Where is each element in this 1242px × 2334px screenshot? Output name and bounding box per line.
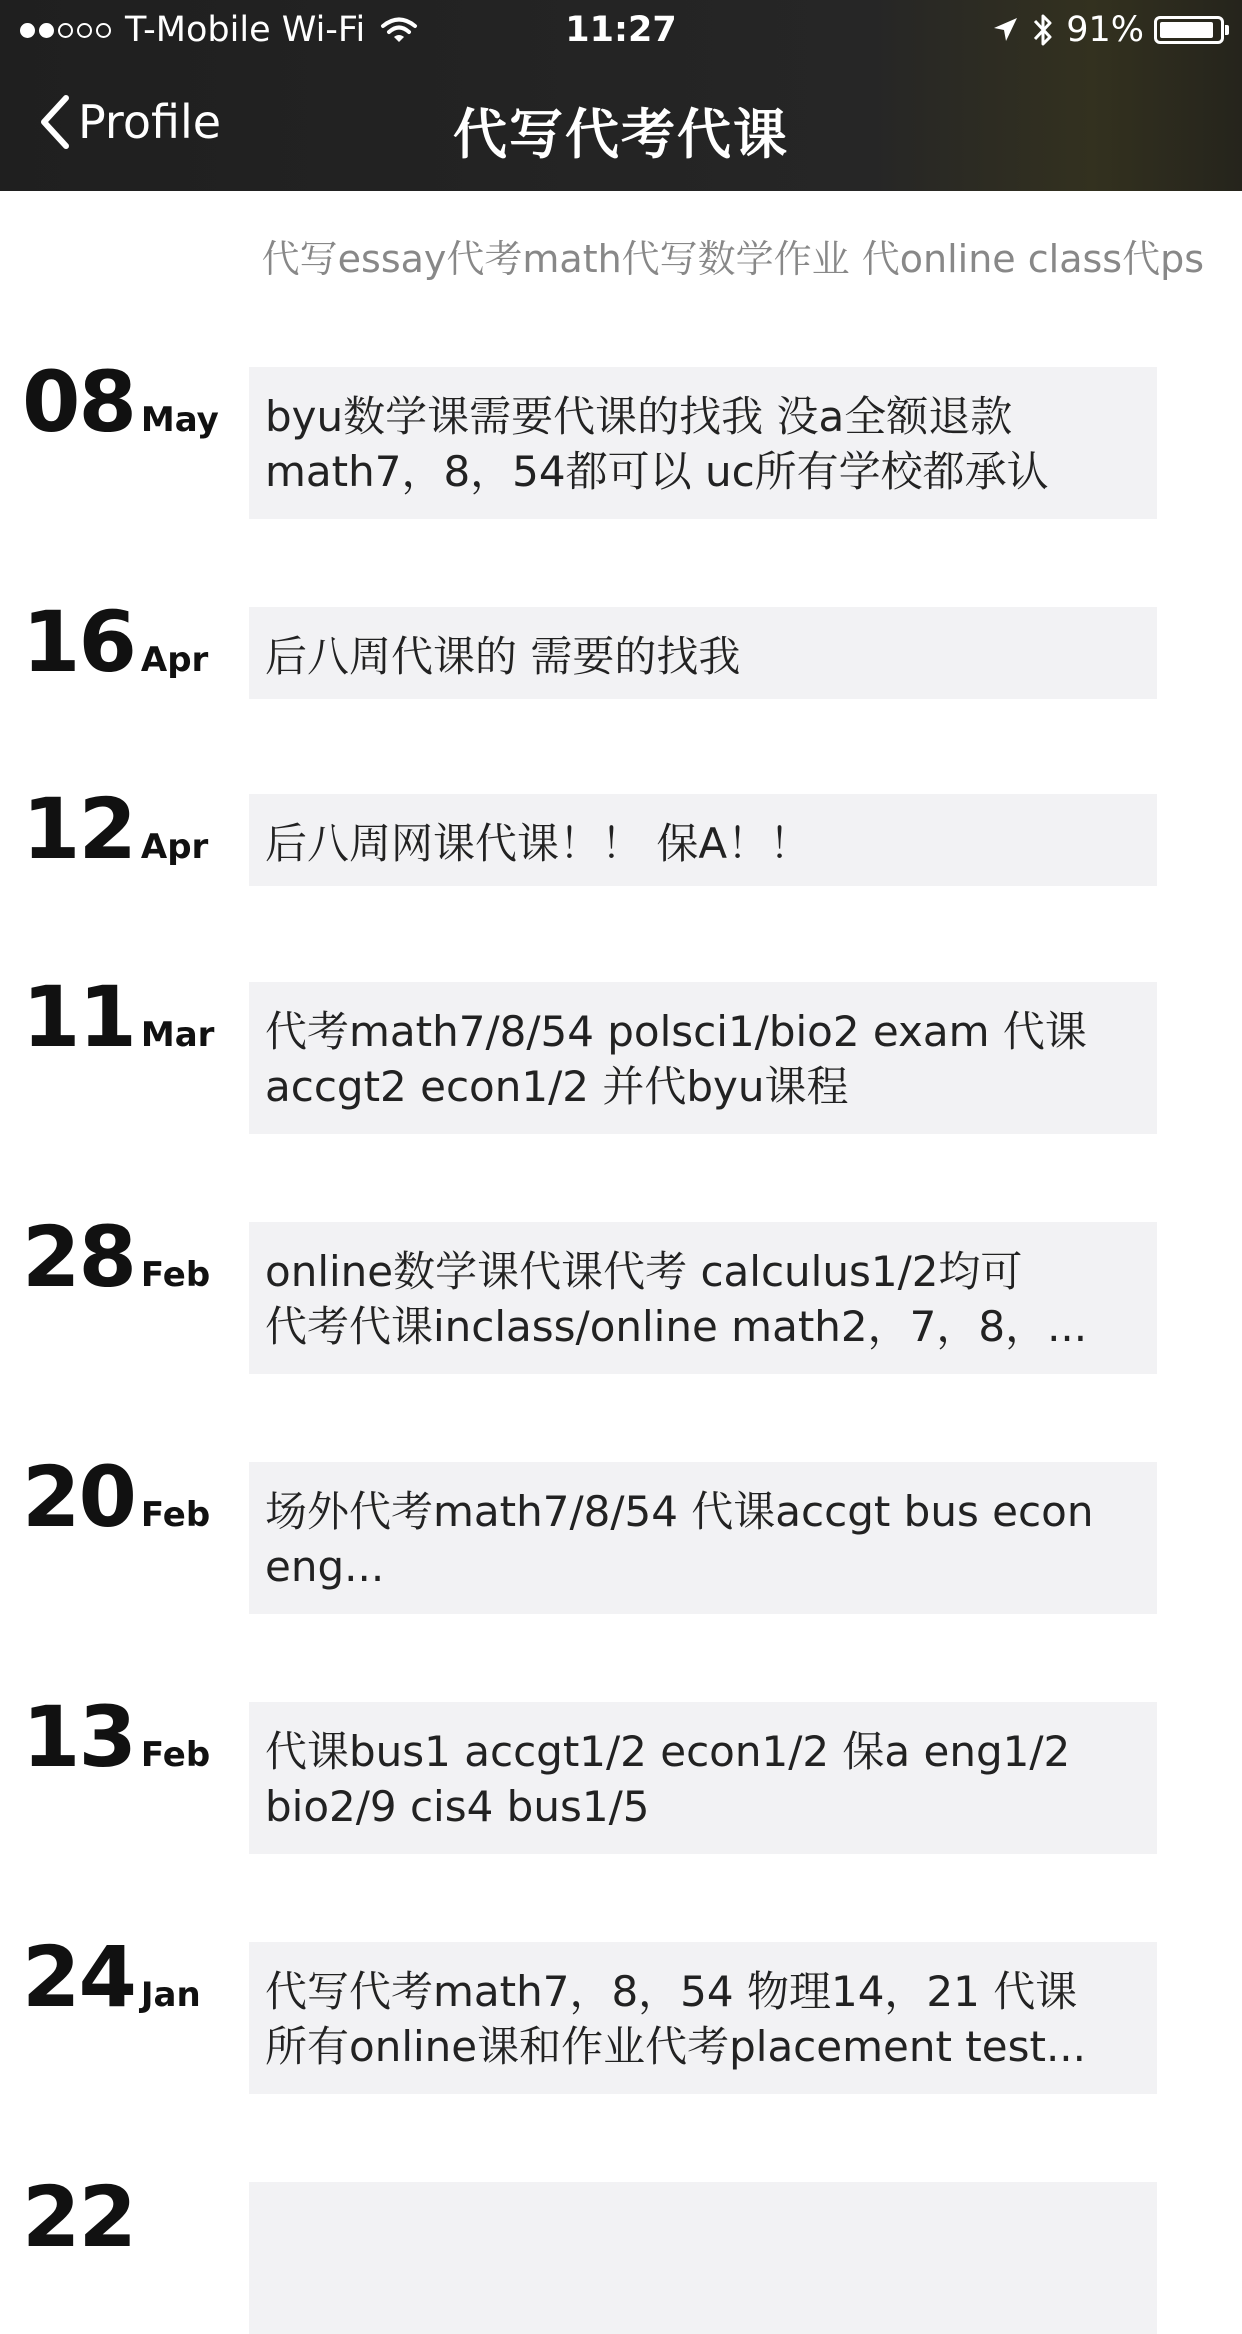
post-date [22,353,219,451]
post-date [22,1448,211,1546]
post-text-line: byu数学课需要代课的找我 没a全额退款 [265,392,1013,441]
post-day: 20 [22,1448,135,1546]
post-day: 28 [22,1208,135,1306]
post-month: Feb [140,1495,211,1535]
post-date [22,1688,211,1786]
battery-icon [1154,16,1224,44]
post-text-line: bio2/9 cis4 bus1/5 [265,1782,650,1831]
top-bar [0,0,1242,191]
post-date [22,1928,201,2026]
post-text-line: math7，8，54都可以 uc所有学校都承认 [265,447,1049,496]
post-text-line: 代考math7/8/54 polsci1/bio2 exam 代课 [265,1007,1087,1056]
post-date [22,968,215,1066]
bluetooth-icon [1030,11,1056,49]
post-card[interactable] [249,607,1157,699]
post-month: Apr [140,640,209,680]
post-card[interactable] [249,1222,1157,1374]
post-day: 24 [22,1928,135,2026]
post-date [22,2168,141,2266]
post-card[interactable] [249,794,1157,886]
status-bar [0,0,1242,62]
post-text-line: accgt2 econ1/2 并代byu课程 [265,1062,849,1111]
post-text-line: 后八周网课代课！！ 保A！！ [265,819,812,868]
post-month: May [140,400,219,440]
post-text-line: eng... [265,1542,385,1591]
post-card[interactable] [249,2182,1157,2334]
post-day: 11 [22,968,135,1066]
post-text-line: 所有online课和作业代考placement test... [265,2022,1087,2071]
carrier-name: T-Mobile Wi-Fi [125,10,366,50]
post-card[interactable] [249,1942,1157,2094]
status-right-group [990,10,1224,50]
post-day: 13 [22,1688,135,1786]
post-month: Feb [140,1735,211,1775]
post-card[interactable] [249,367,1157,519]
post-day: 22 [22,2168,135,2266]
post-day: 12 [22,780,135,878]
post-text-line: online数学课代课代考 calculus1/2均可 [265,1247,1023,1296]
post-month: Feb [140,1255,211,1295]
post-month: Apr [140,827,209,867]
post-day: 16 [22,593,135,691]
post-text-line: 代考代课inclass/online math2，7，8，... [265,1302,1088,1351]
back-button-label: Profile [78,95,222,149]
post-day: 08 [22,353,135,451]
battery-percent: 91% [1066,10,1144,50]
post-text-line: 代写代考math7，8，54 物理14，21 代课 [265,1967,1078,2016]
post-text-line: 场外代考math7/8/54 代课accgt bus econ [265,1487,1094,1536]
post-card[interactable] [249,982,1157,1134]
location-arrow-icon [990,15,1020,45]
post-text-line: 代课bus1 accgt1/2 econ1/2 保a eng1/2 [265,1727,1071,1776]
profile-signature: 代写essay代考math代写数学作业 代online class代ps [261,237,1204,281]
page-title: 代写代考代课 [453,103,789,166]
post-card[interactable] [249,1462,1157,1614]
post-date [22,1208,211,1306]
post-text-line: 后八周代课的 需要的找我 [265,632,741,681]
post-date [22,593,209,691]
post-month: Jan [140,1975,201,2015]
navigation-bar [0,62,1242,191]
post-date [22,780,209,878]
status-time: 11:27 [565,10,677,50]
post-month: Mar [140,1015,215,1055]
post-card[interactable] [249,1702,1157,1854]
